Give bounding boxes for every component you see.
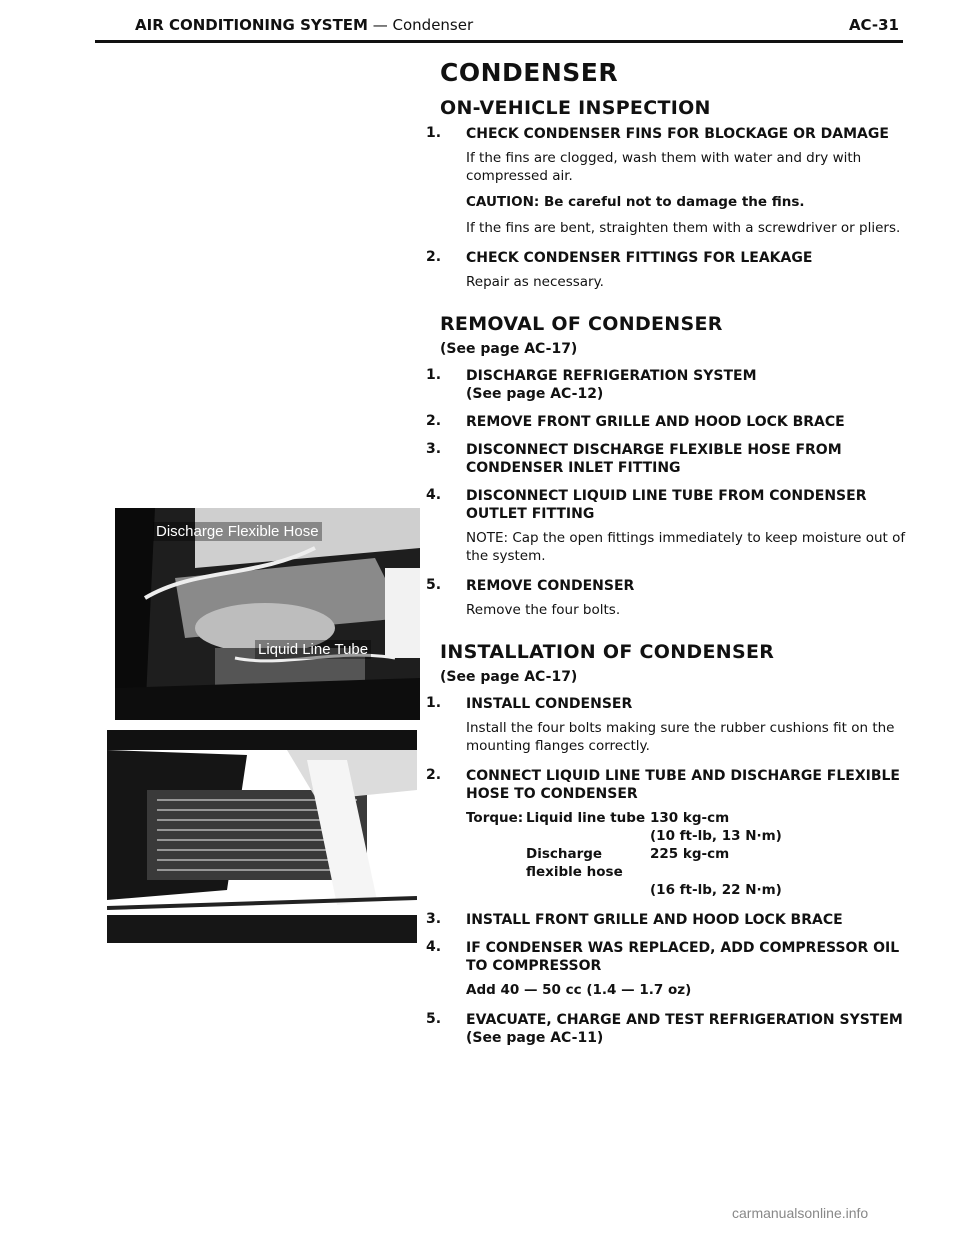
step-title: IF CONDENSER WAS REPLACED, ADD COMPRESSOR OIL TO COMPRESSOR xyxy=(466,940,900,974)
step-title: CHECK CONDENSER FINS FOR BLOCKAGE OR DAMAGE xyxy=(466,126,889,142)
installation-step-3 xyxy=(426,911,915,935)
header-title-bold: AIR CONDITIONING SYSTEM xyxy=(135,16,368,34)
torque-label: Torque: xyxy=(466,810,524,826)
step-title: CONNECT LIQUID LINE TUBE AND DISCHARGE FLEXIBLE HOSE TO CONDENSER xyxy=(466,768,900,802)
removal-step-2 xyxy=(426,413,915,437)
torque-sub-discharge: (16 ft-lb, 22 N·m) xyxy=(650,882,782,898)
step-text: Repair as necessary. xyxy=(466,274,604,290)
inspection-step-2 xyxy=(426,249,915,299)
removal-step-5 xyxy=(426,577,915,627)
step-number: 2. xyxy=(426,767,442,783)
content-column xyxy=(426,58,915,1057)
torque-spec-table xyxy=(466,809,915,899)
step-number: 4. xyxy=(426,487,442,503)
step-number: 3. xyxy=(426,441,442,457)
page-number: AC-31 xyxy=(848,16,899,34)
see-page-ref: (See page AC-17) xyxy=(440,341,578,357)
step-text: If the fins are bent, straighten them with a screwdriver or pliers. xyxy=(466,220,901,236)
note-text: NOTE: Cap the open fittings immediately to keep moisture out of the system. xyxy=(466,530,906,564)
torque-value-discharge: 225 kg-cm xyxy=(650,846,730,862)
torque-value-liquid: 130 kg-cm xyxy=(650,810,730,826)
see-page-ref: (See page AC-17) xyxy=(440,669,578,685)
step-number: 4. xyxy=(426,939,442,955)
installation-step-1 xyxy=(426,695,915,763)
step-title: INSTALL FRONT GRILLE AND HOOD LOCK BRACE xyxy=(466,912,843,928)
callout-liquid-tube: Liquid Line Tube xyxy=(255,640,371,659)
section-heading-inspection: ON-VEHICLE INSPECTION xyxy=(440,97,711,119)
removal-step-4 xyxy=(426,487,915,573)
step-number: 5. xyxy=(426,577,442,593)
torque-item-liquid: Liquid line tube xyxy=(526,810,646,826)
step-title: DISCHARGE REFRIGERATION SYSTEM xyxy=(466,368,757,384)
step-number: 3. xyxy=(426,911,442,927)
condenser-illustration xyxy=(107,730,417,943)
step-subref: (See page AC-12) xyxy=(466,386,604,402)
step-number: 1. xyxy=(426,695,442,711)
step-number: 1. xyxy=(426,125,442,141)
step-title: DISCONNECT LIQUID LINE TUBE FROM CONDENSER OUTLET FITTING xyxy=(466,488,867,522)
step-title: CHECK CONDENSER FITTINGS FOR LEAKAGE xyxy=(466,250,813,266)
installation-step-2 xyxy=(426,767,915,907)
torque-sub-liquid: (10 ft-lb, 13 N·m) xyxy=(650,828,782,844)
step-title: DISCONNECT DISCHARGE FLEXIBLE HOSE FROM CONDENSER INLET FITTING xyxy=(466,442,842,476)
step-text: Add 40 — 50 cc (1.4 — 1.7 oz) xyxy=(466,982,692,998)
watermark-link[interactable]: carmanualsonline.info xyxy=(732,1205,869,1221)
step-text: Remove the four bolts. xyxy=(466,602,621,618)
section-heading-removal: REMOVAL OF CONDENSER xyxy=(440,313,723,335)
step-text: If the fins are clogged, wash them with water and dry with compressed air. xyxy=(466,150,862,184)
header-title-sep: — xyxy=(367,16,393,34)
inspection-step-1 xyxy=(426,125,915,245)
header-title-light: Condenser xyxy=(392,16,474,34)
caution-text: CAUTION: Be careful not to damage the fins. xyxy=(466,194,805,210)
step-title: INSTALL CONDENSER xyxy=(466,696,633,712)
removal-step-3 xyxy=(426,441,915,483)
step-number: 2. xyxy=(426,413,442,429)
page-header xyxy=(95,14,903,43)
section-heading-installation: INSTALLATION OF CONDENSER xyxy=(440,641,775,663)
installation-step-5 xyxy=(426,1011,915,1053)
engine-bay-photo xyxy=(115,508,420,720)
callout-discharge-hose: Discharge Flexible Hose xyxy=(153,522,322,541)
installation-step-4 xyxy=(426,939,915,1007)
torque-item-discharge: Discharge flexible hose xyxy=(526,846,623,880)
header-title xyxy=(135,16,473,34)
step-title: REMOVE CONDENSER xyxy=(466,578,635,594)
step-text: Install the four bolts making sure the rubber cushions fit on the mounting flanges correctly. xyxy=(466,720,895,754)
page-title: CONDENSER xyxy=(440,58,619,87)
step-title: EVACUATE, CHARGE AND TEST REFRIGERATION SYSTEM (See page AC-11) xyxy=(466,1012,903,1046)
step-number: 1. xyxy=(426,367,442,383)
step-number: 5. xyxy=(426,1011,442,1027)
removal-step-1 xyxy=(426,367,915,409)
condenser-photo xyxy=(107,730,417,943)
step-title: REMOVE FRONT GRILLE AND HOOD LOCK BRACE xyxy=(466,414,845,430)
step-number: 2. xyxy=(426,249,442,265)
